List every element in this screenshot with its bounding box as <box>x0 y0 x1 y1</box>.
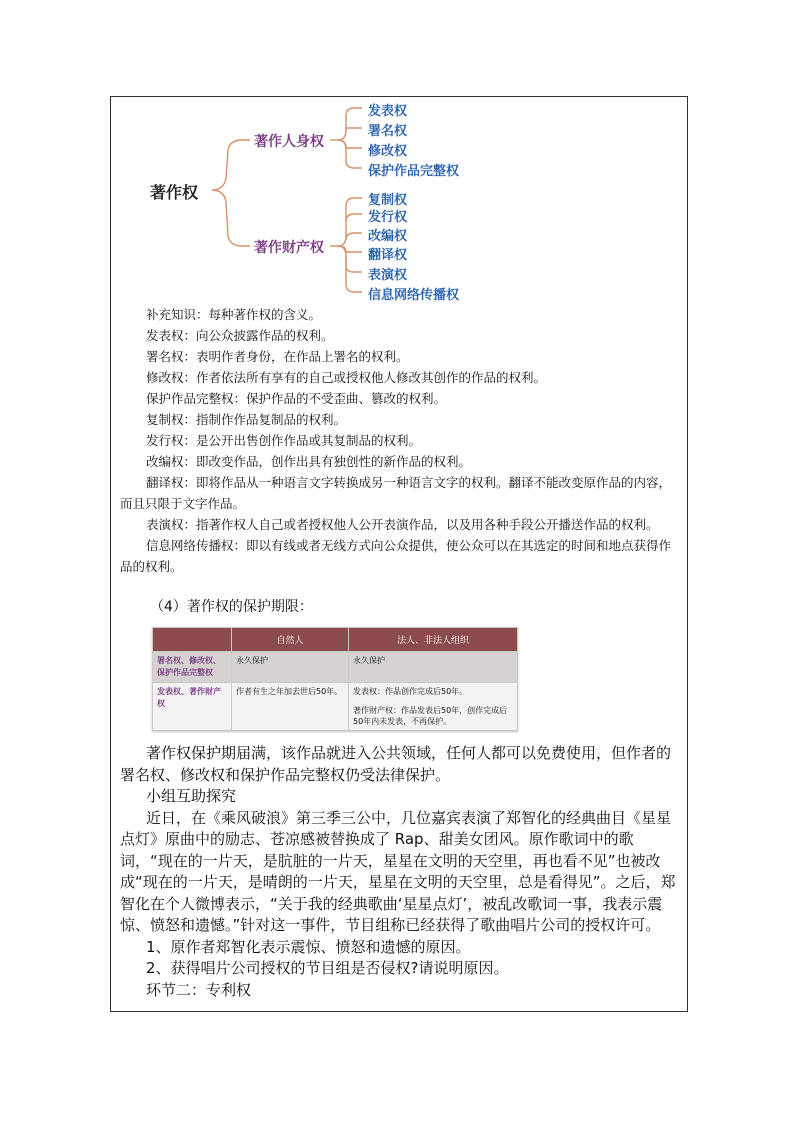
question-2: 2、获得唱片公司授权的节目组是否侵权?请说明原因。 <box>146 959 509 977</box>
cell-natural-property: 作者有生之年加去世后50年。 <box>232 683 349 731</box>
leaf-adaptation-right: 改编权 <box>368 229 408 244</box>
leaf-modification-right: 修改权 <box>368 144 408 159</box>
cell-legal-moral: 永久保护 <box>349 652 518 683</box>
leaf-reproduction-right: 复制权 <box>368 193 408 208</box>
note-publication: 发表权：向公众披露作品的权利。 <box>146 328 334 343</box>
note-modification: 修改权：作者依法所有享有的自己或授权他人修改其创作的作品的权利。 <box>146 370 547 385</box>
note-attribution: 署名权：表明作者身份，在作品上署名的权利。 <box>146 349 409 364</box>
table-row <box>153 652 518 683</box>
leaf-network-right: 信息网络传播权 <box>368 288 460 303</box>
paragraph-group-study: 小组互助探究 <box>146 787 237 805</box>
note-network: 信息网络传播权：即以有线或者无线方式向公众提供，使公众可以在其选定的时间和地点获得作品的权利。 <box>120 538 672 574</box>
note-translation: 翻译权：即将作品从一种语言文字转换成另一种语言文字的权利。翻译不能改变原作品的内容，而且只限于文字作品。 <box>120 475 672 511</box>
note-intro: 补充知识：每种著作权的含义。 <box>146 307 322 322</box>
protection-term-table <box>152 627 518 731</box>
leaf-distribution-right: 发行权 <box>368 210 408 225</box>
row-head-property-rights: 发表权、著作财产权 <box>153 683 232 731</box>
leaf-publication-right: 发表权 <box>368 104 408 119</box>
note-distribution: 发行权：是公开出售创作作品或其复制品的权利。 <box>146 433 422 448</box>
section-patent: 环节二：专利权 <box>146 980 252 999</box>
cell-legal-publication-term: 发表权：作品创作完成后50年。 <box>353 687 468 696</box>
table-header-natural-person: 自然人 <box>232 628 349 652</box>
paragraph-public-domain: 著作权保护期届满，该作品就进入公共领域，任何人都可以免费使用，但作者的署名权、修改权和保护作品完整权仍受法律保护。 <box>120 744 672 784</box>
mindmap <box>0 0 794 310</box>
main-text <box>120 743 680 1001</box>
leaf-integrity-right: 保护作品完整权 <box>368 164 460 179</box>
cell-legal-property <box>349 683 518 731</box>
branch-property-rights: 著作财产权 <box>254 240 324 256</box>
branch-personal-rights: 著作人身权 <box>254 134 324 150</box>
table-header-legal-person: 法人、非法人组织 <box>349 628 518 652</box>
supplementary-notes <box>120 304 680 577</box>
paragraph-case: 近日，在《乘风破浪》第三季三公中，几位嘉宾表演了郑智化的经典曲目《星星点灯》原曲中的励志、苍凉感被替换成了 Rap、甜美女团风。原作歌词中的歌词，“现在的一片天，是肮脏的一片天，星星在文明的天空里，再也看不见”也被改成“现在的一片天，是晴朗的一片天，星星在文明的天空里，总是看得见”。之后，郑智化在个人微博表示，“关于我的经典歌曲‘星星点灯’，被乱改歌词一事，我表示震惊、愤怒和遗憾。”针对这一事件，节目组称已经获得了歌曲唱片公司的授权许可。 <box>120 808 676 934</box>
note-performance: 表演权：指著作权人自己或者授权他人公开表演作品，以及用各种手段公开播送作品的权利。 <box>146 517 659 532</box>
section-title: （4）著作权的保护期限： <box>150 599 313 615</box>
leaf-attribution-right: 署名权 <box>368 124 408 139</box>
note-adaptation: 改编权：即改变作品，创作出具有独创性的新作品的权利。 <box>146 454 472 469</box>
note-integrity: 保护作品完整权：保护作品的不受歪曲、篡改的权利。 <box>146 391 447 406</box>
question-1: 1、原作者郑智化表示震惊、愤怒和遗憾的原因。 <box>146 937 471 956</box>
cell-natural-moral: 永久保护 <box>232 652 349 683</box>
table-row <box>153 683 518 731</box>
mindmap-root: 著作权 <box>150 183 199 202</box>
table-header-empty <box>153 628 232 652</box>
leaf-performance-right: 表演权 <box>368 268 408 283</box>
note-reproduction: 复制权：指制作作品复制品的权利。 <box>146 412 347 427</box>
row-head-moral-rights: 署名权、修改权、保护作品完整权 <box>153 652 232 683</box>
leaf-translation-right: 翻译权 <box>368 248 408 263</box>
cell-legal-property-term: 著作财产权：作品发表后50年，创作完成后50年内未发表，不再保护。 <box>353 706 508 726</box>
